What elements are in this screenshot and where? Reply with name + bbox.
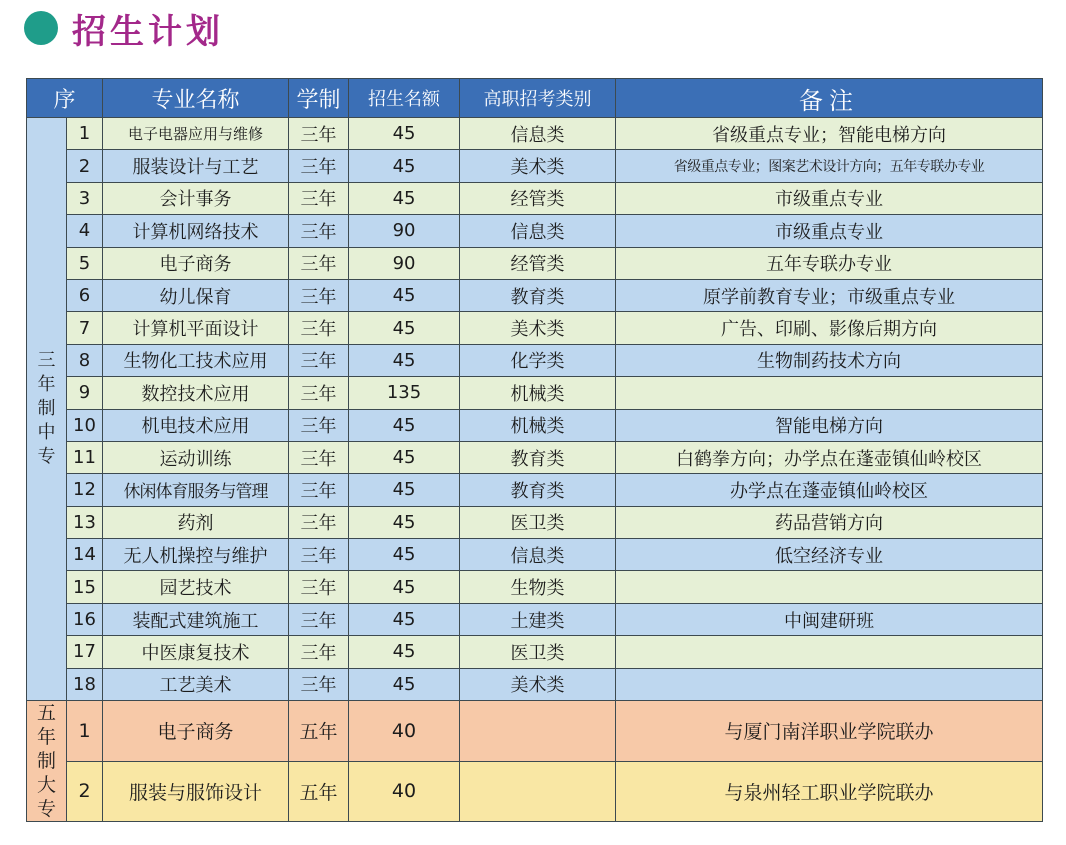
row-number-cell: 2 bbox=[67, 150, 103, 182]
row-number-cell: 1 bbox=[67, 701, 103, 762]
row-number-cell: 18 bbox=[67, 668, 103, 700]
exam-category-cell bbox=[460, 701, 616, 762]
exam-category-cell: 机械类 bbox=[460, 409, 616, 441]
table-row bbox=[27, 118, 1043, 150]
quota-cell: 90 bbox=[349, 215, 460, 247]
page-title: 招生计划 bbox=[72, 11, 224, 52]
table-row bbox=[27, 539, 1043, 571]
table-row bbox=[27, 603, 1043, 635]
quota-cell: 40 bbox=[349, 701, 460, 762]
major-name-cell: 服装与服饰设计 bbox=[103, 761, 289, 822]
table-row bbox=[27, 701, 1043, 762]
note-cell: 省级重点专业；智能电梯方向 bbox=[616, 118, 1043, 150]
quota-cell: 45 bbox=[349, 118, 460, 150]
note-cell: 生物制药技术方向 bbox=[616, 344, 1043, 376]
header-quota: 招生名额 bbox=[349, 79, 460, 118]
note-cell: 智能电梯方向 bbox=[616, 409, 1043, 441]
note-cell: 与泉州轻工职业学院联办 bbox=[616, 761, 1043, 822]
exam-category-cell: 信息类 bbox=[460, 215, 616, 247]
major-name-cell: 计算机平面设计 bbox=[103, 312, 289, 344]
quota-cell: 45 bbox=[349, 603, 460, 635]
major-name-cell: 生物化工技术应用 bbox=[103, 344, 289, 376]
title-bar bbox=[24, 6, 224, 50]
table-row bbox=[27, 668, 1043, 700]
table-row bbox=[27, 215, 1043, 247]
note-cell: 中闽建研班 bbox=[616, 603, 1043, 635]
major-name-cell: 工艺美术 bbox=[103, 668, 289, 700]
table-body bbox=[27, 118, 1043, 822]
quota-cell: 135 bbox=[349, 377, 460, 409]
group-label bbox=[27, 118, 67, 701]
quota-cell: 45 bbox=[349, 312, 460, 344]
table-row bbox=[27, 182, 1043, 214]
study-years-cell: 三年 bbox=[289, 215, 349, 247]
exam-category-cell: 机械类 bbox=[460, 377, 616, 409]
note-cell: 白鹤拳方向；办学点在蓬壶镇仙岭校区 bbox=[616, 441, 1043, 473]
quota-cell: 45 bbox=[349, 636, 460, 668]
exam-category-cell: 医卫类 bbox=[460, 506, 616, 538]
note-cell: 与厦门南洋职业学院联办 bbox=[616, 701, 1043, 762]
major-name-cell: 电子电器应用与维修 bbox=[103, 118, 289, 150]
study-years-cell: 三年 bbox=[289, 636, 349, 668]
table-row bbox=[27, 247, 1043, 279]
exam-category-cell: 美术类 bbox=[460, 150, 616, 182]
header-years: 学制 bbox=[289, 79, 349, 118]
note-cell bbox=[616, 636, 1043, 668]
table-row bbox=[27, 409, 1043, 441]
row-number-cell: 9 bbox=[67, 377, 103, 409]
row-number-cell: 15 bbox=[67, 571, 103, 603]
exam-category-cell: 医卫类 bbox=[460, 636, 616, 668]
quota-cell: 45 bbox=[349, 409, 460, 441]
study-years-cell: 三年 bbox=[289, 182, 349, 214]
major-name-cell: 机电技术应用 bbox=[103, 409, 289, 441]
row-number-cell: 17 bbox=[67, 636, 103, 668]
note-cell: 原学前教育专业；市级重点专业 bbox=[616, 279, 1043, 311]
table-row bbox=[27, 344, 1043, 376]
study-years-cell: 三年 bbox=[289, 603, 349, 635]
note-cell: 市级重点专业 bbox=[616, 215, 1043, 247]
table-row bbox=[27, 474, 1043, 506]
major-name-cell: 电子商务 bbox=[103, 701, 289, 762]
study-years-cell: 三年 bbox=[289, 344, 349, 376]
note-cell: 五年专联办专业 bbox=[616, 247, 1043, 279]
note-cell: 市级重点专业 bbox=[616, 182, 1043, 214]
exam-category-cell: 经管类 bbox=[460, 182, 616, 214]
exam-category-cell: 教育类 bbox=[460, 441, 616, 473]
bullet-dot-icon bbox=[24, 11, 58, 45]
row-number-cell: 8 bbox=[67, 344, 103, 376]
quota-cell: 90 bbox=[349, 247, 460, 279]
quota-cell: 45 bbox=[349, 668, 460, 700]
note-cell bbox=[616, 377, 1043, 409]
enrollment-table bbox=[26, 78, 1043, 822]
header-row bbox=[27, 79, 1043, 118]
exam-category-cell bbox=[460, 761, 616, 822]
note-cell: 广告、印刷、影像后期方向 bbox=[616, 312, 1043, 344]
table-row bbox=[27, 571, 1043, 603]
major-name-cell: 电子商务 bbox=[103, 247, 289, 279]
note-cell bbox=[616, 571, 1043, 603]
exam-category-cell: 美术类 bbox=[460, 312, 616, 344]
study-years-cell: 三年 bbox=[289, 474, 349, 506]
major-name-cell: 装配式建筑施工 bbox=[103, 603, 289, 635]
quota-cell: 45 bbox=[349, 182, 460, 214]
study-years-cell: 三年 bbox=[289, 377, 349, 409]
group-label-text: 五年制大专 bbox=[36, 702, 56, 821]
table-row bbox=[27, 150, 1043, 182]
row-number-cell: 7 bbox=[67, 312, 103, 344]
quota-cell: 45 bbox=[349, 571, 460, 603]
exam-category-cell: 化学类 bbox=[460, 344, 616, 376]
row-number-cell: 11 bbox=[67, 441, 103, 473]
major-name-cell: 计算机网络技术 bbox=[103, 215, 289, 247]
major-name-cell: 中医康复技术 bbox=[103, 636, 289, 668]
group-label bbox=[27, 701, 67, 822]
header-category: 高职招考类别 bbox=[460, 79, 616, 118]
major-name-cell: 数控技术应用 bbox=[103, 377, 289, 409]
study-years-cell: 三年 bbox=[289, 668, 349, 700]
exam-category-cell: 美术类 bbox=[460, 668, 616, 700]
row-number-cell: 12 bbox=[67, 474, 103, 506]
header-note: 备注 bbox=[616, 79, 1043, 118]
row-number-cell: 13 bbox=[67, 506, 103, 538]
major-name-cell: 无人机操控与维护 bbox=[103, 539, 289, 571]
study-years-cell: 五年 bbox=[289, 761, 349, 822]
note-cell: 省级重点专业；图案艺术设计方向；五年专联办专业 bbox=[616, 150, 1043, 182]
major-name-cell: 药剂 bbox=[103, 506, 289, 538]
table-row bbox=[27, 506, 1043, 538]
study-years-cell: 三年 bbox=[289, 279, 349, 311]
table-row bbox=[27, 636, 1043, 668]
header-no: 序 bbox=[27, 79, 103, 118]
major-name-cell: 会计事务 bbox=[103, 182, 289, 214]
quota-cell: 45 bbox=[349, 441, 460, 473]
exam-category-cell: 教育类 bbox=[460, 279, 616, 311]
note-cell: 办学点在蓬壶镇仙岭校区 bbox=[616, 474, 1043, 506]
exam-category-cell: 信息类 bbox=[460, 539, 616, 571]
study-years-cell: 五年 bbox=[289, 701, 349, 762]
note-cell bbox=[616, 668, 1043, 700]
quota-cell: 45 bbox=[349, 539, 460, 571]
quota-cell: 45 bbox=[349, 506, 460, 538]
exam-category-cell: 信息类 bbox=[460, 118, 616, 150]
exam-category-cell: 生物类 bbox=[460, 571, 616, 603]
table-row bbox=[27, 441, 1043, 473]
note-cell: 低空经济专业 bbox=[616, 539, 1043, 571]
exam-category-cell: 经管类 bbox=[460, 247, 616, 279]
exam-category-cell: 土建类 bbox=[460, 603, 616, 635]
quota-cell: 45 bbox=[349, 344, 460, 376]
study-years-cell: 三年 bbox=[289, 409, 349, 441]
row-number-cell: 3 bbox=[67, 182, 103, 214]
row-number-cell: 10 bbox=[67, 409, 103, 441]
note-cell: 药品营销方向 bbox=[616, 506, 1043, 538]
quota-cell: 45 bbox=[349, 474, 460, 506]
header-major: 专业名称 bbox=[103, 79, 289, 118]
major-name-cell: 幼儿保育 bbox=[103, 279, 289, 311]
major-name-cell: 园艺技术 bbox=[103, 571, 289, 603]
quota-cell: 40 bbox=[349, 761, 460, 822]
major-name-cell: 休闲体育服务与管理 bbox=[103, 474, 289, 506]
table-row bbox=[27, 761, 1043, 822]
study-years-cell: 三年 bbox=[289, 247, 349, 279]
row-number-cell: 4 bbox=[67, 215, 103, 247]
table-row bbox=[27, 377, 1043, 409]
table-row bbox=[27, 279, 1043, 311]
study-years-cell: 三年 bbox=[289, 118, 349, 150]
study-years-cell: 三年 bbox=[289, 506, 349, 538]
row-number-cell: 6 bbox=[67, 279, 103, 311]
quota-cell: 45 bbox=[349, 150, 460, 182]
row-number-cell: 5 bbox=[67, 247, 103, 279]
major-name-cell: 服装设计与工艺 bbox=[103, 150, 289, 182]
study-years-cell: 三年 bbox=[289, 312, 349, 344]
study-years-cell: 三年 bbox=[289, 150, 349, 182]
study-years-cell: 三年 bbox=[289, 539, 349, 571]
group-label-text: 三年制中专 bbox=[37, 350, 56, 468]
row-number-cell: 1 bbox=[67, 118, 103, 150]
table-row bbox=[27, 312, 1043, 344]
row-number-cell: 14 bbox=[67, 539, 103, 571]
quota-cell: 45 bbox=[349, 279, 460, 311]
study-years-cell: 三年 bbox=[289, 441, 349, 473]
study-years-cell: 三年 bbox=[289, 571, 349, 603]
row-number-cell: 16 bbox=[67, 603, 103, 635]
major-name-cell: 运动训练 bbox=[103, 441, 289, 473]
exam-category-cell: 教育类 bbox=[460, 474, 616, 506]
row-number-cell: 2 bbox=[67, 761, 103, 822]
